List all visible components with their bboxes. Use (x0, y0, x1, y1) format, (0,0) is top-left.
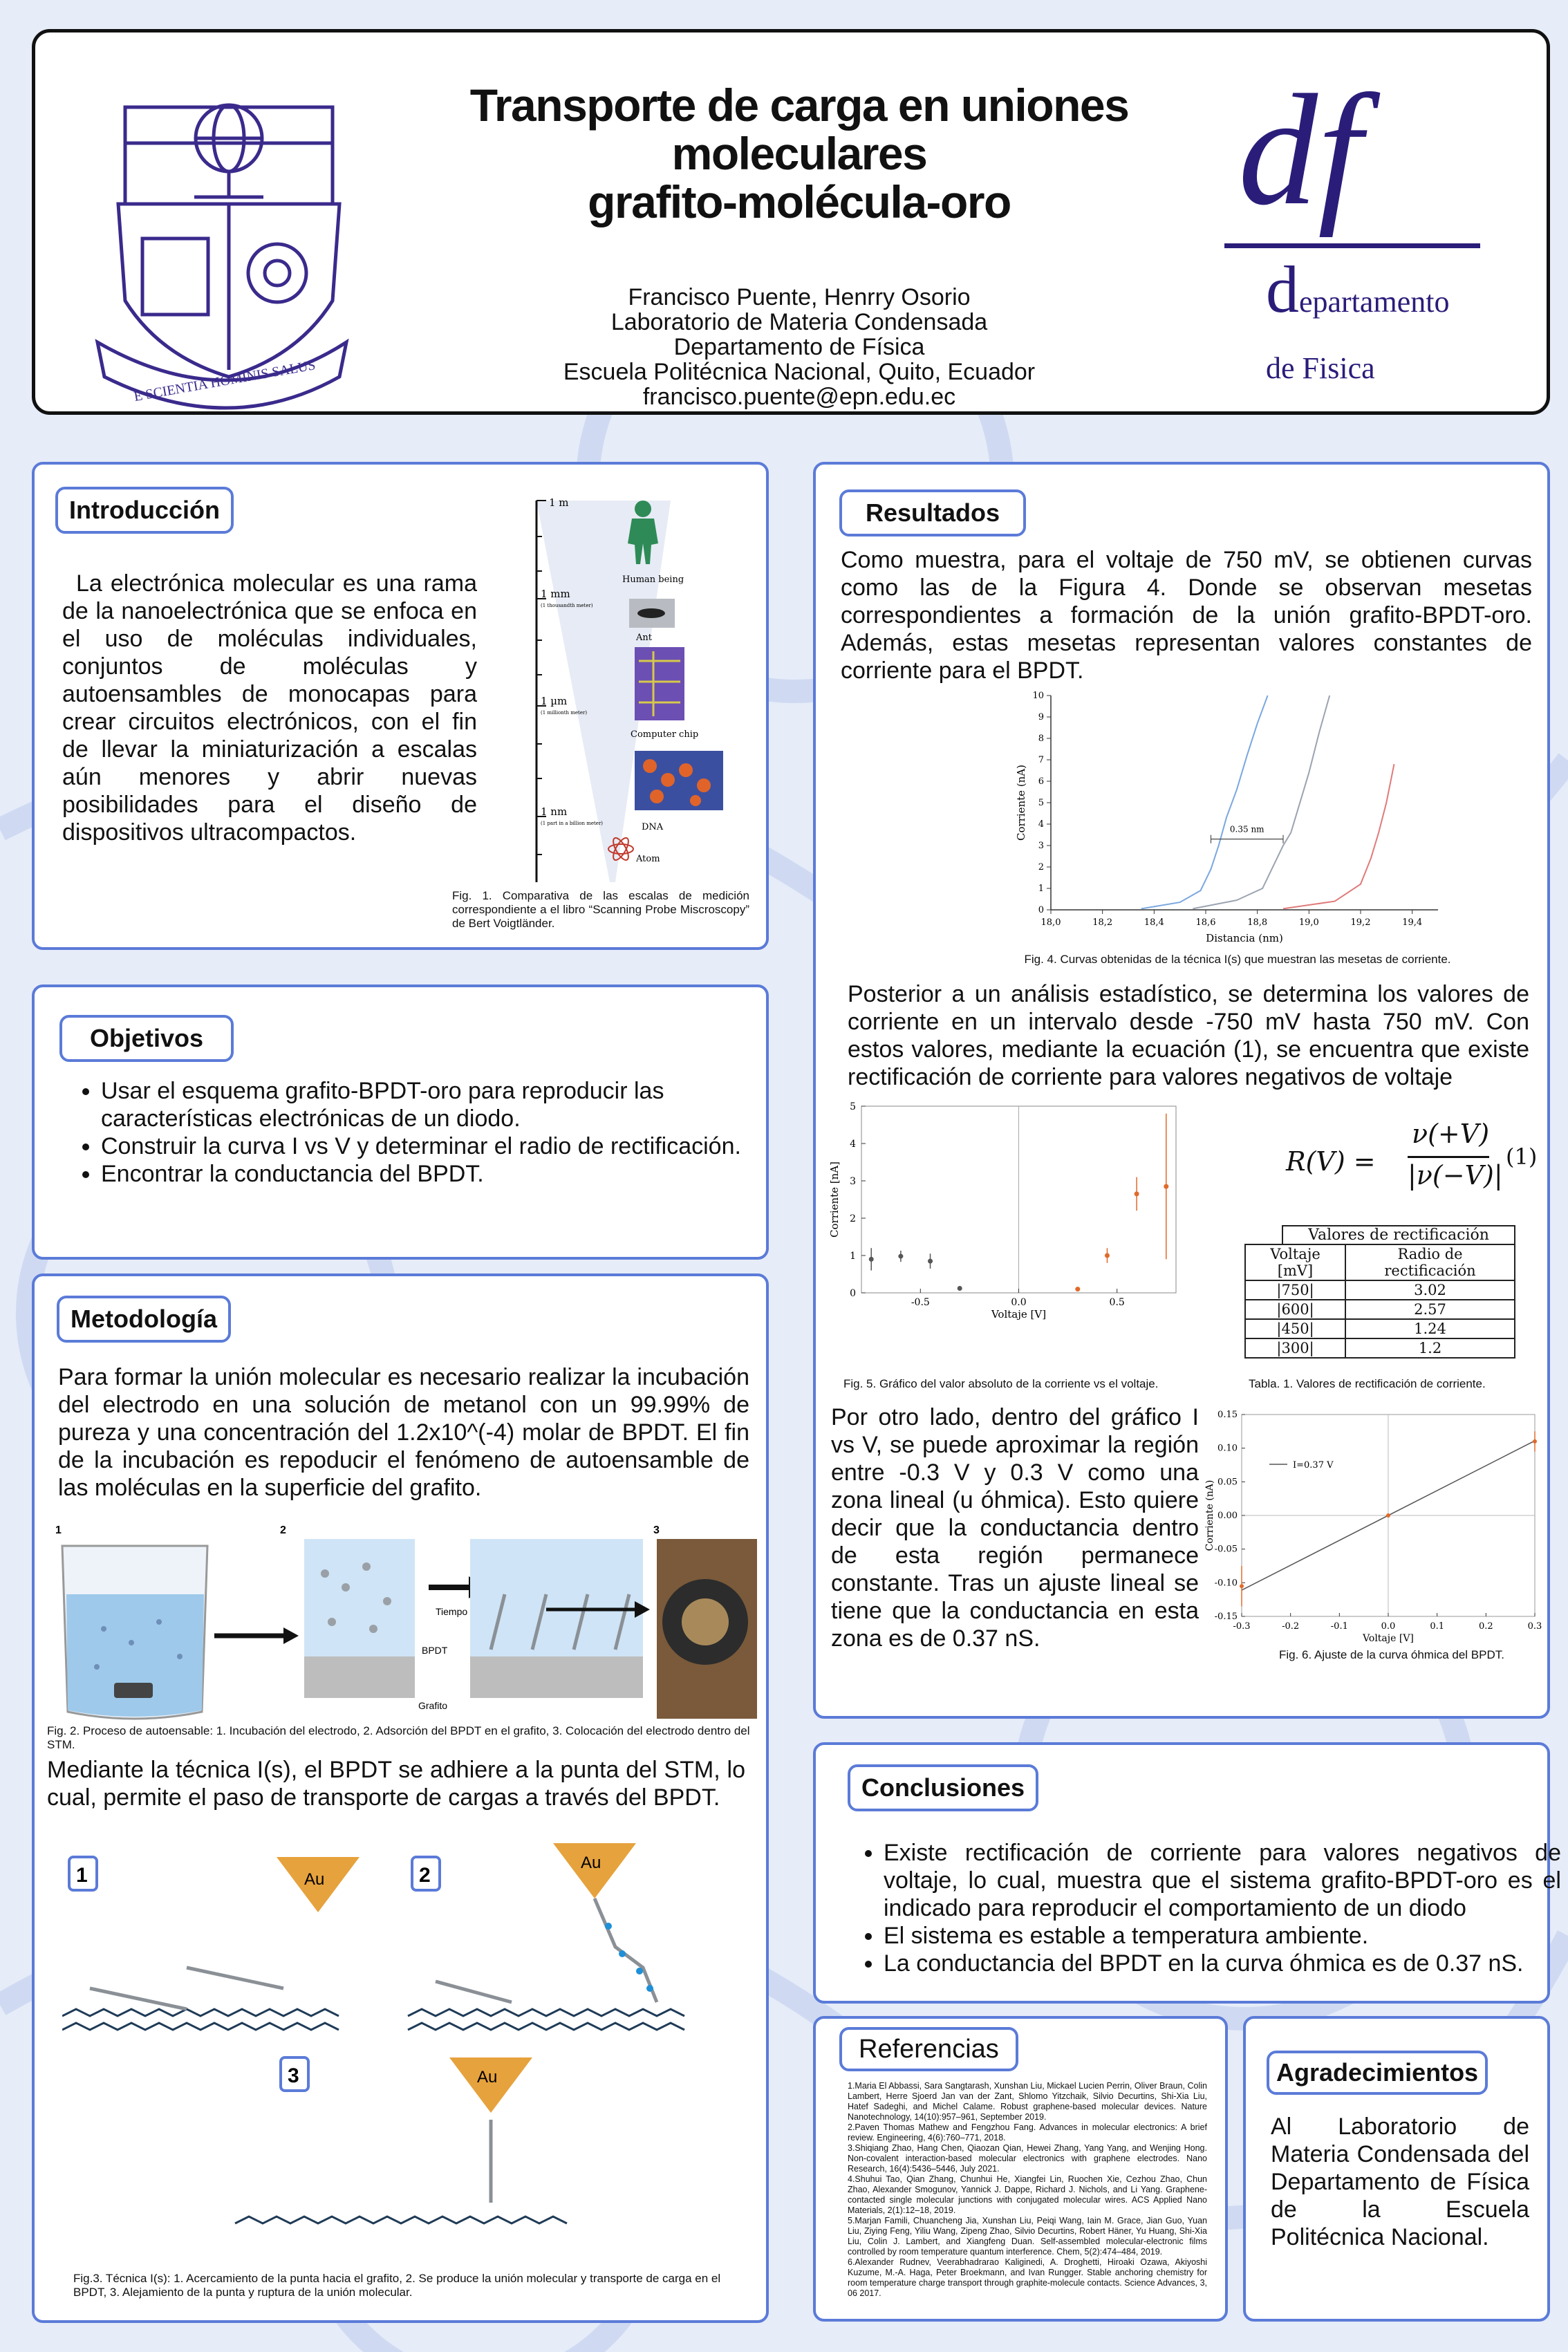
fig5-current-voltage-chart (827, 1099, 1186, 1320)
x-tick-label: 0.1 (1430, 1621, 1445, 1632)
y-tick-label: -0.05 (1214, 1544, 1238, 1555)
table-row (1245, 1338, 1515, 1358)
fig3-step-2: 2 (419, 1864, 431, 1887)
x-tick-label: -0.5 (911, 1297, 930, 1308)
rectification-table (1244, 1225, 1521, 1359)
x-tick-label: 19,0 (1298, 917, 1319, 928)
y-tick-label: 0.15 (1217, 1410, 1238, 1420)
table-grid (1244, 1244, 1515, 1359)
lab-name: Laboratorio de Materia Condensada (610, 309, 988, 335)
equation-lhs: R(V) = (1286, 1146, 1376, 1177)
agradecimientos-text: Al Laboratorio de Materia Condensada del Departamento de Física de la Escuela Politécnica Nacional. (1271, 2113, 1529, 2250)
objetivo-item: • Construir la curva I vs V y determinar el radio de rectificación. (101, 1132, 744, 1160)
table-row (1245, 1280, 1515, 1300)
reference-item: 3.Shiqiang Zhao, Hang Chen, Qiaozan Qian, Hewei Zhang, Yang Yang, and Wenjing Hong. Non-covalent interaction-based molecular electronics with graphene electrodes. Nano Research, 16(4):5436–5446, July 2021. (848, 2143, 1207, 2174)
school-name: Escuela Politécnica Nacional, Quito, Ecuador (563, 359, 1036, 385)
y-tick-label: -0.15 (1214, 1612, 1238, 1622)
resultados-text-2: Posterior a un análisis estadístico, se determina los valores de corriente en un intervalo desde -750 mV hasta 750 mV. Con estos valores, mediante la ecuación (1), se encuentra que existe rectificación de corriente para valores negativos de voltaje (848, 981, 1529, 1090)
table-cell: |750| (1245, 1280, 1345, 1300)
y-tick-label: 7 (1038, 755, 1044, 765)
title-line-2: moleculares (671, 128, 927, 179)
table-caption: Tabla. 1. Valores de rectificación de corriente. (1249, 1377, 1486, 1390)
reference-item: 2.Paven Thomas Mathew and Fengzhou Fang. Advances in molecular electronics: A brief review. Engineering, 4(6):760–771, 2018. (848, 2122, 1207, 2143)
chip-image (635, 647, 684, 720)
x-axis-label: Distancia (nm) (1206, 932, 1283, 944)
df-logo-d: d (1266, 252, 1299, 326)
table-header-voltage: Voltaje [mV] (1245, 1244, 1345, 1280)
y-tick-label: 1 (850, 1251, 856, 1262)
table-cell: 1.2 (1345, 1338, 1515, 1358)
fig2-label-tiempo: Tiempo (436, 1606, 468, 1617)
fig3-au-2: Au (581, 1854, 601, 1872)
series-line (1141, 696, 1268, 908)
fig3-is-technique-diagram (62, 1843, 754, 2258)
table-header-ratio: Radio de rectificación (1345, 1244, 1515, 1280)
fig4-caption: Fig. 4. Curvas obtenidas de la técnica I(s) que muestran las mesetas de corriente. (1024, 953, 1451, 966)
legend-label: I=0.37 V (1293, 1460, 1334, 1471)
x-tick-label: 0.0 (1381, 1621, 1396, 1632)
y-tick-label: 4 (850, 1139, 856, 1150)
y-tick-label: 10 (1032, 691, 1044, 701)
x-tick-label: 0.0 (1011, 1297, 1027, 1308)
label-ant: Ant (636, 633, 652, 643)
fig3-caption: Fig.3. Técnica I(s): 1. Acercamiento de la punta hacia el grafito, 2. Se produce la unión molecular y transporte de carga en el BPDT, 3. Alejamiento de la punta y ruptura de la unión molecular. (73, 2272, 721, 2299)
y-tick-label: 3 (850, 1176, 856, 1187)
y-axis-label: Corriente (nA) (1015, 764, 1027, 841)
objetivo-item: • Usar el esquema grafito-BPDT-oro para reproducir las características electrónicas de un diodo. (101, 1077, 744, 1132)
conclusion-item: • La conductancia del BPDT en la curva óhmica es de 0.37 nS. (884, 1950, 1561, 1977)
y-tick-label: 2 (1038, 862, 1044, 872)
x-tick-label: -0.3 (1233, 1621, 1251, 1632)
fig3-au-3: Au (477, 2068, 498, 2087)
resultados-text-3: Por otro lado, dentro del gráfico I vs V, se puede aproximar la región entre -0.3 V y 0.3 V como una zona lineal (u óhmica). Esto quiere decir que la conductancia dentro de esta región permanece constante. Tras un ajuste lineal se tiene que la conductancia en esta zona es de 0.37 nS. (831, 1404, 1199, 1652)
fig2-caption: Fig. 2. Proceso de autoensable: 1. Incubación del electrodo, 2. Adsorción del BPDT en el grafito, 3. Colocación del electrodo dentro del STM. (47, 1724, 750, 1751)
data-point (1075, 1287, 1080, 1291)
y-tick-label: 9 (1038, 712, 1044, 722)
x-tick-label: -0.1 (1330, 1621, 1348, 1632)
x-tick-label: 18,0 (1040, 917, 1061, 928)
fig6-ohmic-fit-chart (1203, 1409, 1542, 1644)
conclusiones-panel (813, 1742, 1561, 2004)
objetivos-panel (32, 984, 769, 1260)
intro-panel (32, 462, 769, 950)
title-line-1: Transporte de carga en uniones (469, 80, 1129, 131)
intro-text: La electrónica molecular es una rama de la nanoelectrónica que se enfoca en el uso de moléculas individuales, conjuntos de moléculas y autoensambles de monocapas para crear circuitos electrónicos, con el fin de llevar la miniaturización a escalas aún menores y abrir nuevas posibilidades para el diseño de dispositivos ultracompactos. (62, 570, 477, 846)
df-logo-rule (1224, 243, 1480, 248)
department-name: Departamento de Física (673, 334, 925, 360)
data-point (1240, 1584, 1244, 1588)
objetivos-heading: Objetivos (59, 1015, 234, 1062)
resultados-panel (813, 462, 1550, 1719)
table-cell: 3.02 (1345, 1280, 1515, 1300)
poster-header (32, 29, 1550, 415)
fig2-step-3: 3 (653, 1524, 660, 1536)
x-tick-label: 0.3 (1527, 1621, 1542, 1632)
label-human: Human being (622, 575, 684, 585)
equation-numerator: ν(+V) (1412, 1119, 1490, 1149)
objetivo-item: • Encontrar la conductancia del BPDT. (101, 1160, 744, 1188)
fig3-step-3: 3 (288, 2064, 299, 2087)
rectification-equation (1286, 1119, 1538, 1202)
y-tick-label: -0.10 (1214, 1578, 1238, 1589)
y-tick-label: 4 (1038, 819, 1044, 830)
equation-fraction-bar (1408, 1156, 1489, 1158)
df-logo-fisica: de Fisica (1266, 351, 1375, 385)
y-tick-label: 5 (850, 1101, 856, 1112)
intro-heading: Introducción (55, 487, 234, 534)
fig4-current-distance-chart (1009, 690, 1452, 953)
data-point (1164, 1184, 1168, 1189)
data-point (928, 1259, 933, 1264)
scale-label-1m: 1 m (549, 496, 569, 509)
author-block (450, 285, 1148, 409)
objetivos-list (62, 1077, 744, 1188)
scale-label-1mm: 1 mm (541, 588, 570, 600)
metodologia-panel (32, 1273, 769, 2323)
scale-label-1nm: 1 nm (541, 805, 568, 818)
y-tick-label: 2 (850, 1213, 856, 1224)
label-atom: Atom (636, 854, 660, 864)
y-tick-label: 6 (1038, 776, 1044, 787)
y-axis-label: Corriente (nA) (1204, 1480, 1215, 1551)
seal-motto: E SCIENTIA HOMINIS SALUS (133, 357, 317, 405)
y-tick-label: 8 (1038, 734, 1044, 744)
series-line (1193, 696, 1329, 908)
data-point (1105, 1253, 1110, 1258)
fig2-label-grafito: Grafito (418, 1700, 448, 1711)
fig5-caption: Fig. 5. Gráfico del valor absoluto de la corriente vs el voltaje. (843, 1377, 1159, 1390)
references-list (848, 2081, 1207, 2299)
equation-denominator: |ν(−V)| (1408, 1160, 1503, 1191)
referencias-panel (813, 2016, 1228, 2322)
conclusiones-heading: Conclusiones (848, 1764, 1038, 1811)
scale-sub-1mm: (1 thousandth meter) (541, 603, 593, 608)
x-tick-label: 19,2 (1350, 917, 1371, 928)
y-axis-label: Corriente [nA] (828, 1161, 841, 1238)
reference-item: 6.Alexander Rudnev, Veerabhadrarao Kaliginedi, A. Droghetti, Hiroaki Ozawa, Akiyoshi Kuzume, M.-A. Haga, Peter Broekmann, and Ivan Rungger. Stable anchoring chemistry for room temperature charge transport through graphite-molecule contacts. Science Advances, 3, 06 2017. (848, 2257, 1207, 2298)
epn-seal-logo (91, 93, 353, 411)
df-logo (1197, 62, 1487, 399)
scale-figure (532, 495, 767, 910)
table-cell: |300| (1245, 1338, 1345, 1358)
y-tick-label: 0 (850, 1288, 856, 1299)
y-tick-label: 0.05 (1217, 1477, 1238, 1488)
y-tick-label: 3 (1038, 841, 1044, 851)
metodologia-text-2: Mediante la técnica I(s), el BPDT se adhiere a la punta del STM, lo cual, permite el paso de transporte de cargas a través del BPDT. (47, 1757, 745, 1811)
series-line (1283, 764, 1394, 908)
x-tick-label: 18,2 (1092, 917, 1113, 928)
referencias-heading: Referencias (839, 2027, 1018, 2071)
title-line-3: grafito-molécula-oro (588, 176, 1011, 227)
y-tick-label: 5 (1038, 798, 1044, 808)
scale-sub-1nm: (1 part in a billion meter) (541, 821, 604, 826)
fig1-caption: Fig. 1. Comparativa de las escalas de medición correspondiente a el libro “Scanning Probe Miscroscopy” de Bert Voigtländer. (452, 889, 749, 930)
resultados-heading: Resultados (839, 489, 1026, 536)
df-logo-dept (1266, 252, 1450, 326)
data-point (1386, 1513, 1390, 1518)
poster-title (360, 81, 1238, 226)
fig3-step-1: 1 (76, 1864, 88, 1887)
y-tick-label: 0.00 (1217, 1511, 1238, 1521)
conclusion-item: • El sistema es estable a temperatura ambiente. (884, 1922, 1561, 1950)
table-cell: 2.57 (1345, 1300, 1515, 1319)
resultados-text-1: Como muestra, para el voltaje de 750 mV, se obtienen curvas como las de la Figura 4. Donde se observan mesetas correspondientes a formación de la unión grafito-BPDT-oro. Además, estas mesetas representan valores constantes de corriente para el BPDT. (841, 547, 1532, 684)
y-tick-label: 1 (1038, 884, 1044, 894)
table-cell: |600| (1245, 1300, 1345, 1319)
data-point (869, 1257, 874, 1262)
equation-number: (1) (1506, 1144, 1538, 1170)
metodologia-text-1: Para formar la unión molecular es necesario realizar la incubación del electrodo en una solución de metanol con un 99.99% de pureza y una concentración del 1.2x10^(-4) molar de BPDT. El fin de la incubación es repoducir el fenómeno de autoensamble de las moléculas en la superficie del grafito. (58, 1364, 749, 1501)
x-axis-label: Voltaje [V] (1363, 1633, 1414, 1644)
df-logo-dept-word: epartamento (1299, 285, 1450, 319)
data-point (1135, 1191, 1139, 1196)
conclusion-item: • Existe rectificación de corriente para valores negativos de voltaje, lo cual, muestra que el sistema grafito-BPDT-oro es el indicado para reproducir el comportamiento de un diodo (884, 1839, 1561, 1922)
reference-item: 1.Maria El Abbassi, Sara Sangtarash, Xunshan Liu, Mickael Lucien Perrin, Oliver Braun, Colin Lambert, Herre Sjoerd Jan van der Zant, Shlomo Yitzchaik, Silvio Decurtins, Shi-Xia Liu, Hatef Sadeghi, and Michel Calame. Robust graphene-based molecular devices. Nature Nanotechnology, 14(10):957–961, September 2019. (848, 2081, 1207, 2122)
x-tick-label: -0.2 (1282, 1621, 1300, 1632)
metodologia-heading: Metodología (57, 1296, 231, 1343)
table-title: Valores de rectificación (1282, 1225, 1515, 1244)
annotation-label: 0.35 nm (1229, 824, 1264, 834)
fig2-step-2: 2 (280, 1524, 286, 1536)
x-tick-label: 18,6 (1195, 917, 1216, 928)
table-cell: |450| (1245, 1319, 1345, 1338)
y-tick-label: 0 (1038, 905, 1044, 915)
authors: Francisco Puente, Henrry Osorio (628, 284, 971, 310)
fig3-au-1: Au (304, 1870, 325, 1889)
fig2-step-1: 1 (55, 1524, 62, 1536)
y-tick-label: 0.10 (1217, 1443, 1238, 1454)
x-tick-label: 18,4 (1144, 917, 1164, 928)
table-row (1245, 1300, 1515, 1319)
x-tick-label: 18,8 (1247, 917, 1268, 928)
conclusiones-list (845, 1839, 1561, 1977)
df-logo-letters: df (1238, 62, 1362, 238)
data-point (898, 1254, 903, 1259)
reference-item: 4.Shuhui Tao, Qian Zhang, Chunhui He, Xiangfei Lin, Ruochen Xie, Cezhou Zhao, Chun Zhao, Alexander Smogunov, Yannick J. Dappe, Richard J. Nichols, and Li Yang. Graphene-contacted single molecular junctions with conjugated molecular wires. ACS Applied Nano Materials, 2(1):12–18, 2019. (848, 2174, 1207, 2215)
table-cell: 1.24 (1345, 1319, 1515, 1338)
email[interactable]: francisco.puente@epn.edu.ec (642, 384, 956, 410)
data-point (958, 1286, 962, 1291)
x-tick-label: 19,4 (1402, 917, 1423, 928)
scale-label-1um: 1 µm (541, 695, 568, 707)
data-point (1533, 1439, 1537, 1444)
fig6-caption: Fig. 6. Ajuste de la curva óhmica del BPDT. (1279, 1648, 1504, 1661)
x-axis-label: Voltaje [V] (991, 1308, 1047, 1320)
label-dna: DNA (642, 822, 664, 832)
fig2-label-bpdt: BPDT (422, 1645, 448, 1656)
agradecimientos-heading: Agradecimientos (1267, 2051, 1488, 2095)
x-tick-label: 0.2 (1478, 1621, 1493, 1632)
fig2-arrow-2 (546, 1596, 657, 1623)
x-tick-label: 0.5 (1109, 1297, 1125, 1308)
reference-item: 5.Marjan Famili, Chuancheng Jia, Xunshan Liu, Peiqi Wang, Iain M. Grace, Jian Guo, Yuan Liu, Ziying Feng, Yiliu Wang, Zipeng Zhao, Silvio Decurtins, Robert Häner, Yu Huang, Shi-Xia Liu, Colin J. Lambert, and Xiangfeng Duan. Self-assembled molecular-electronic films controlled by room temperature quantum interference. Chem, 5(2):474–484, 2019. (848, 2216, 1207, 2257)
label-chip: Computer chip (631, 729, 699, 740)
scale-sub-1um: (1 millionth meter) (541, 710, 588, 716)
table-row (1245, 1319, 1515, 1338)
agradecimientos-panel (1243, 2016, 1550, 2322)
